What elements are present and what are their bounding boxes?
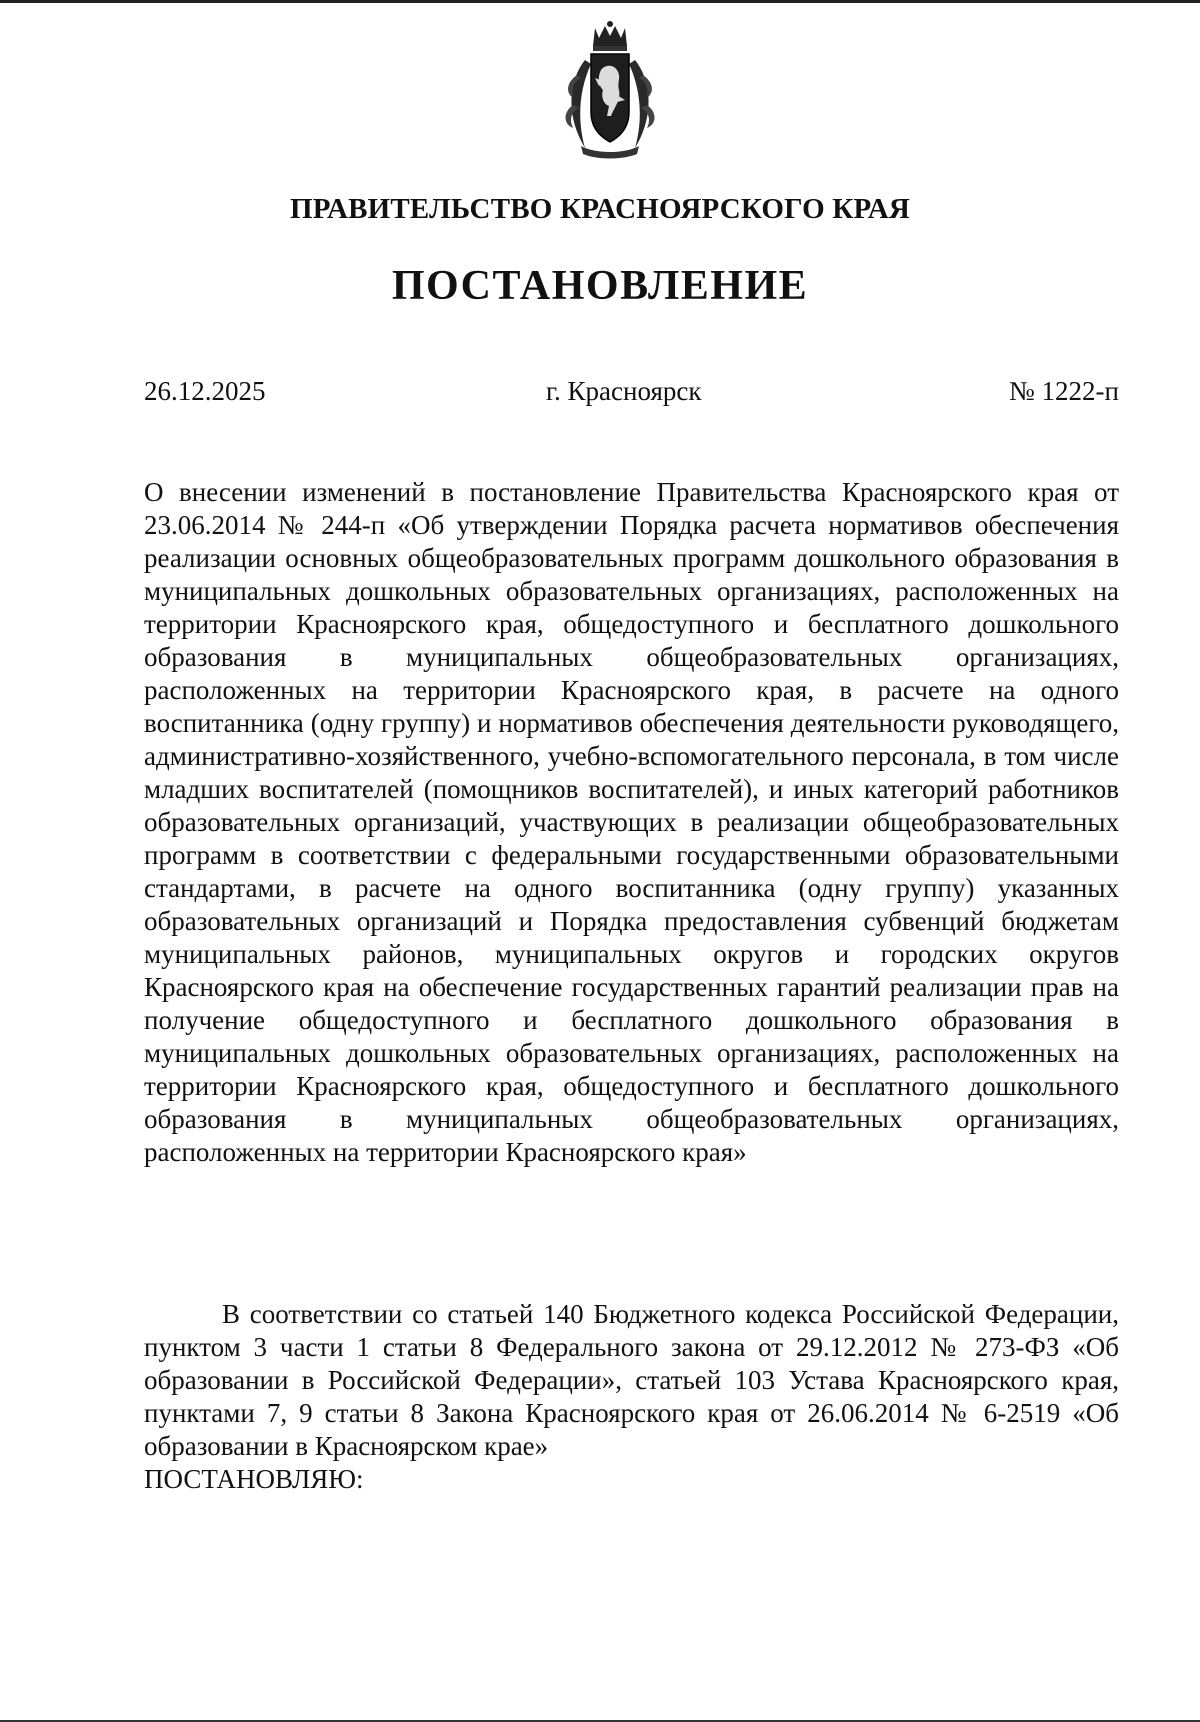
scan-edge-top: [0, 0, 1200, 3]
government-title: ПРАВИТЕЛЬСТВО КРАСНОЯРСКОГО КРАЯ: [289, 193, 911, 225]
document-subject: О внесении изменений в постановление Правительства Красноярского края от 23.06.2014 № 244-п «Об утверждении Порядка расчета нормативов обеспечения реализации основных общеобразовательных программ дошкольного образования в муниципальных дошкольных образовательных организациях, расположенных на территории Красноярского края, общедоступного и бесплатного дошкольного образования в муниципальных общеобразовательных организациях, расположенных на территории Красноярского края, в расчете на одного воспитанника (одну группу) и нормативов обеспечения деятельности руководящего, административно-хозяйственного, учебно-вспомогательного персонала, в том числе младших воспитателей (помощников воспитателей), и иных категорий работников образовательных организаций, участвующих в реализации общеобразовательных программ в соответствии с федеральными государственными образовательными стандартами, в расчете на одного воспитанника (одну группу) указанных образовательных организаций и Порядка предоставления субвенций бюджетам муниципальных районов, муниципальных округов и городских округов Красноярского края на обеспечение государственных гарантий реализации прав на получение общедоступного и бесплатного дошкольного образования в муниципальных дошкольных образовательных организациях, расположенных на территории Красноярского края, общедоступного и бесплатного дошкольного образования в муниципальных общеобразовательных организациях, расположенных на территории Красноярского края»: [144, 477, 1119, 1167]
document-number: № 1222-п: [1009, 376, 1119, 406]
krasnoyarsk-coat-of-arms-icon: [555, 20, 665, 160]
document-meta-row: [144, 376, 1119, 412]
document-city: г. Красноярск: [546, 376, 702, 406]
document-type-heading: ПОСТАНОВЛЕНИЕ: [391, 263, 809, 309]
decree-word: ПОСТАНОВЛЯЮ:: [144, 1464, 364, 1494]
document-date: 26.12.2025: [144, 376, 266, 406]
document-preamble: [144, 1298, 1119, 1496]
preamble-text: В соответствии со статьей 140 Бюджетного кодекса Российской Федерации, пунктом 3 части 1 статьи 8 Федерального закона от 29.12.2012 № 273-ФЗ «Об образовании в Российской Федерации», статьей 103 Устава Красноярского края, пунктами 7, 9 статьи 8 Закона Красноярского края от 26.06.2014 № 6-2519 «Об образовании в Красноярском крае»: [144, 1299, 1119, 1461]
